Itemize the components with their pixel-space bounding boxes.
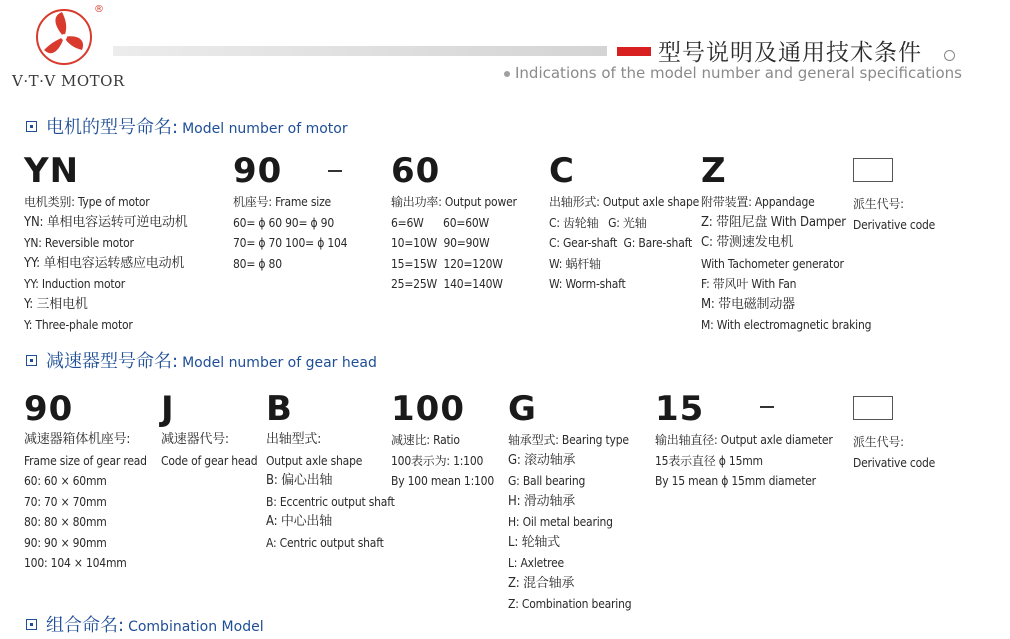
motor-appendage-line: With Tachometer generator	[701, 256, 844, 271]
gear-bearing-line: 轴承型式: Bearing type	[508, 433, 629, 447]
motor-power-line: 输出功率: Output power	[391, 195, 517, 209]
motor-axle-line: W: 蜗杆轴	[549, 256, 601, 271]
gear-code-diameter: 15	[655, 389, 705, 429]
gear-col-ratio	[391, 388, 494, 492]
motor-axle-line: C: Gear-shaft G: Bare-shaft	[549, 236, 693, 250]
motor-type-line: 电机类别: Type of motor	[24, 195, 150, 209]
gear-frame-line: 80: 80 × 80mm	[24, 515, 107, 529]
motor-frame-line: 80= ϕ 80	[233, 256, 282, 271]
motor-col-power	[391, 150, 517, 295]
motor-power-line: 15=15W 120=120W	[391, 256, 503, 271]
gear-code-line: Code of gear head	[161, 453, 258, 468]
gear-bearing-line: H: 滑动轴承	[508, 493, 576, 509]
motor-power-line: 25=25W 140=140W	[391, 277, 503, 291]
gear-col-derivative	[853, 388, 935, 473]
motor-frame-line: 70= ϕ 70 100= ϕ 104	[233, 236, 348, 250]
motor-appendage-line: Z: 带阻尼盘 With Damper	[701, 214, 846, 230]
motor-appendage-line: M: With electromagnetic braking	[701, 318, 872, 332]
page-subtitle-wrap	[504, 64, 962, 82]
motor-derivative-line: 派生代号:	[853, 197, 904, 211]
fan-logo-icon	[34, 6, 94, 68]
gear-bearing-line: L: Axletree	[508, 556, 564, 570]
gear-col-diameter	[655, 388, 833, 492]
page-title: 型号说明及通用技术条件	[658, 40, 922, 66]
gear-axle-line: A: 中心出轴	[266, 514, 333, 529]
gear-col-code	[161, 388, 257, 471]
motor-axle-line: 出轴形式: Output axle shape	[549, 195, 700, 209]
motor-type-line: YN: Reversible motor	[24, 236, 134, 250]
gear-code-ratio: 100	[391, 389, 465, 429]
gear-col-bearing	[508, 388, 631, 615]
square-bullet-icon	[26, 619, 37, 630]
motor-section-title-en: Model number of motor	[182, 121, 348, 137]
motor-frame-line: 机座号: Frame size	[233, 195, 331, 209]
motor-code-axle: C	[549, 151, 575, 191]
motor-type-line: Y: 三相电机	[24, 296, 88, 312]
motor-code-power: 60	[391, 151, 441, 191]
gear-col-axle	[266, 388, 395, 553]
gear-bearing-line: Z: 混合轴承	[508, 575, 575, 591]
motor-section-title-cn: 电机的型号命名:	[46, 117, 179, 138]
motor-col-type	[24, 150, 188, 336]
motor-col-frame	[233, 150, 347, 274]
gear-derivative-line: 派生代号:	[853, 435, 904, 449]
gear-bearing-line: L: 轮轴式	[508, 534, 560, 550]
gear-axle-line: B: 偏心出轴	[266, 473, 333, 488]
combination-section-title-en: Combination Model	[128, 619, 264, 635]
gear-axle-line: B: Eccentric output shaft	[266, 494, 395, 509]
gear-frame-line: 90: 90 × 90mm	[24, 535, 107, 550]
gear-ratio-line: By 100 mean 1:100	[391, 474, 495, 488]
motor-derivative-box	[853, 158, 893, 182]
circle-icon	[944, 50, 955, 61]
gear-axle-line: 出轴型式:	[266, 432, 321, 447]
motor-frame-line: 60= ϕ 60 90= ϕ 90	[233, 215, 335, 230]
motor-appendage-line: F: 带风叶 With Fan	[701, 277, 797, 291]
page-subtitle: Indications of the model number and general specifications	[515, 64, 962, 82]
motor-type-line: YY: Induction motor	[24, 277, 126, 291]
gear-code-axle: B	[266, 389, 293, 429]
motor-appendage-line: C: 带测速发电机	[701, 235, 794, 250]
gear-code-bearing: G	[508, 389, 537, 429]
motor-code-type: YN	[24, 151, 80, 191]
motor-axle-line: W: Worm-shaft	[549, 277, 626, 291]
gear-code-code: J	[161, 389, 175, 429]
gear-col-frame	[24, 388, 147, 574]
gear-code-line: 减速器代号:	[161, 432, 229, 447]
gear-ratio-line: 减速比: Ratio	[391, 433, 460, 447]
brand-name: V·T·V MOTOR	[12, 72, 125, 90]
motor-power-line: 6=6W 60=60W	[391, 215, 490, 230]
gear-bearing-line: G: 滚动轴承	[508, 452, 576, 468]
gear-diameter-line: 输出轴直径: Output axle diameter	[655, 433, 833, 447]
gear-bearing-line: G: Ball bearing	[508, 474, 586, 488]
combination-section-title-cn: 组合命名:	[46, 615, 125, 636]
motor-type-line: YY: 单相电容运转感应电动机	[24, 255, 185, 271]
motor-col-appendage	[701, 150, 871, 336]
gear-section-title-cn: 减速器型号命名:	[46, 351, 179, 372]
motor-axle-line: C: 齿轮轴 G: 光轴	[549, 215, 647, 230]
square-bullet-icon	[26, 355, 37, 366]
motor-type-line: Y: Three-phale motor	[24, 318, 133, 332]
gear-frame-line: 60: 60 × 60mm	[24, 474, 107, 488]
gear-derivative-box	[853, 396, 893, 420]
motor-col-axle	[549, 150, 699, 295]
motor-dash-separator	[328, 170, 342, 172]
gear-frame-line: 70: 70 × 70mm	[24, 494, 107, 509]
brand-logo	[6, 4, 126, 90]
header-gray-bar	[113, 46, 607, 56]
motor-appendage-line: M: 带电磁制动器	[701, 296, 795, 312]
gear-ratio-line: 100表示为: 1:100	[391, 453, 484, 468]
gear-frame-line: 减速器箱体机座号:	[24, 432, 131, 447]
motor-derivative-line: Derivative code	[853, 217, 936, 232]
motor-section-title	[26, 113, 348, 139]
square-bullet-icon	[26, 121, 37, 132]
motor-code-appendage: Z	[701, 151, 727, 191]
gear-bearing-line: Z: Combination bearing	[508, 597, 632, 611]
gear-derivative-line: Derivative code	[853, 455, 936, 470]
motor-power-line: 10=10W 90=90W	[391, 236, 490, 250]
gear-frame-line: 100: 104 × 104mm	[24, 556, 127, 570]
gear-axle-line: A: Centric output shaft	[266, 535, 384, 550]
gear-diameter-line: 15表示直径 ϕ 15mm	[655, 453, 763, 468]
registered-mark: ®	[94, 4, 104, 15]
gear-axle-line: Output axle shape	[266, 453, 363, 468]
gear-diameter-line: By 15 mean ϕ 15mm diameter	[655, 474, 816, 488]
gear-dash-separator	[760, 406, 774, 408]
motor-col-derivative	[853, 150, 935, 235]
motor-type-line: YN: 单相电容运转可逆电动机	[24, 214, 188, 230]
bullet-dot-icon	[504, 71, 510, 77]
gear-section-title	[26, 347, 377, 373]
header-red-accent	[617, 47, 651, 56]
gear-bearing-line: H: Oil metal bearing	[508, 515, 613, 529]
gear-frame-line: Frame size of gear read	[24, 453, 147, 468]
motor-code-frame: 90	[233, 151, 283, 191]
combination-section-title	[26, 611, 264, 637]
motor-appendage-line: 附带装置: Appandage	[701, 195, 815, 209]
gear-code-frame: 90	[24, 389, 74, 429]
gear-section-title-en: Model number of gear head	[182, 355, 377, 371]
